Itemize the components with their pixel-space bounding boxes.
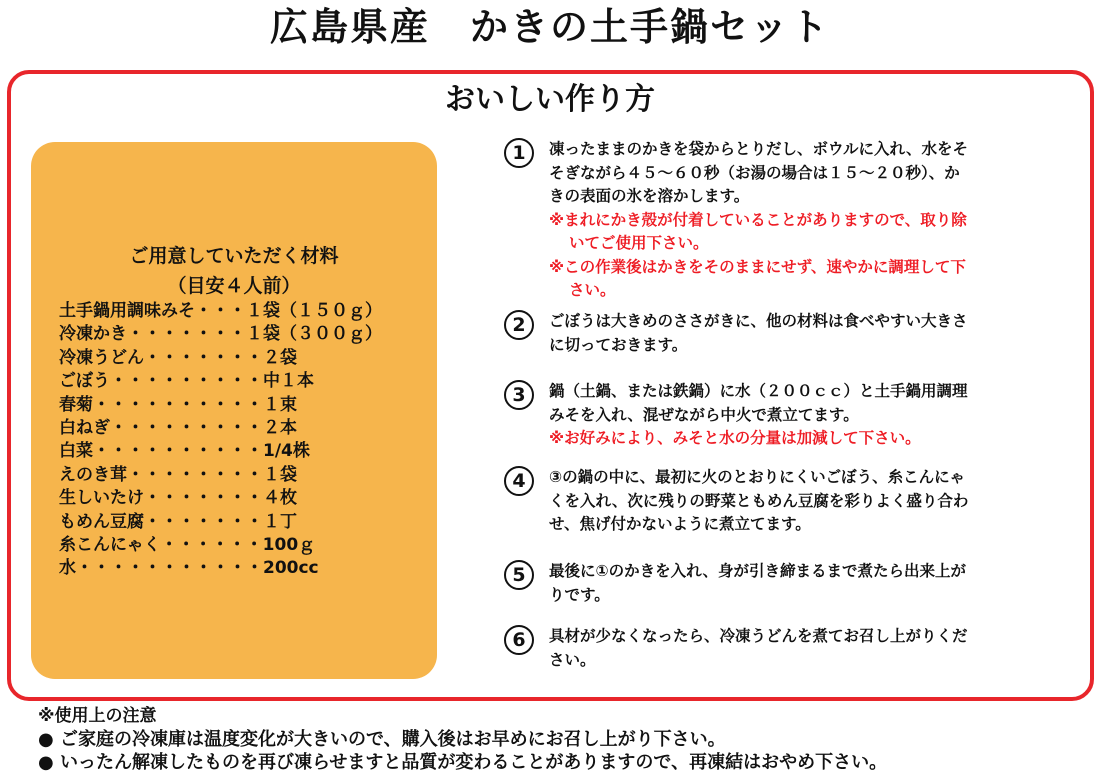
step-4: [504, 466, 1089, 537]
ingredient-item: 冷凍かき・・・・・・・１袋（３００ｇ）: [59, 324, 382, 345]
step-line: 鍋（土鍋、または鉄鍋）に水（２００ｃｃ）と土手鍋用調理: [549, 382, 968, 400]
step-text: [549, 310, 1089, 357]
step-line: 最後に①のかきを入れ、身が引き締まるまで煮たら出来上が: [549, 562, 967, 580]
step-line: りです。: [549, 585, 610, 604]
step-note: いてご使用下さい。: [569, 234, 709, 252]
recipe-subtitle: おいしい作り方: [445, 82, 655, 117]
step-line: に切っておきます。: [549, 335, 688, 354]
ingredients-list: [59, 300, 434, 581]
usage-notes: [38, 705, 1098, 774]
ingredient-item: 冷凍うどん・・・・・・・２袋: [59, 347, 297, 368]
step-5: [504, 560, 1089, 607]
ingredient-item: 白菜・・・・・・・・・・1/4株: [59, 441, 310, 462]
ingredient-item: もめん豆腐・・・・・・・１丁: [59, 511, 297, 532]
step-line: きの表面の氷を溶かします。: [549, 187, 750, 205]
usage-note-item: ● いったん解凍したものを再び凍らせますと品質が変わることがありますので、再凍結はおやめ下さい。: [38, 752, 888, 773]
step-note: ※お好みにより、みそと水の分量は加減して下さい。: [549, 429, 921, 447]
step-line: ③の鍋の中に、最初に火のとおりにくいごぼう、糸こんにゃ: [549, 468, 965, 486]
step-3: [504, 380, 1089, 451]
step-note: ※まれにかき殻が付着していることがありますので、取り除: [549, 210, 967, 229]
step-line: 具材が少なくなったら、冷凍うどんを煮てお召し上がりくだ: [549, 627, 968, 645]
step-text: [549, 466, 1089, 537]
step-6: [504, 625, 1089, 672]
page-title: 広島県産 かきの土手鍋セット: [269, 4, 830, 49]
step-line: くを入れ、次に残りの野菜ともめん豆腐を彩りよく盛り合わ: [549, 491, 969, 510]
ingredient-item: 春菊・・・・・・・・・・１束: [59, 394, 297, 415]
step-1: [504, 138, 1089, 303]
ingredient-item: 生しいたけ・・・・・・・４枚: [59, 488, 297, 509]
step-text: [549, 138, 1089, 303]
step-line: せ、焦げ付かないように煮立てます。: [549, 515, 811, 533]
step-line: みそを入れ、混ぜながら中火で煮立てます。: [549, 405, 859, 424]
step-number: 6: [504, 625, 534, 655]
step-number: 1: [504, 138, 534, 168]
step-number: 3: [504, 380, 534, 410]
step-2: [504, 310, 1089, 357]
step-note: ※この作業後はかきをそのままにせず、速やかに調理して下: [549, 257, 966, 276]
step-line: そぎながら４５～６０秒（お湯の場合は１５～２０秒）、か: [549, 163, 960, 182]
ingredient-item: 糸こんにゃく・・・・・・100ｇ: [59, 534, 316, 555]
step-number: 2: [504, 310, 534, 340]
step-number: 5: [504, 560, 534, 590]
step-line: 凍ったままのかきを袋からとりだし、ボウルに入れ、水をそ: [549, 140, 968, 158]
step-number: 4: [504, 466, 534, 496]
step-text: [549, 560, 1089, 607]
ingredient-item: 土手鍋用調味みそ・・・１袋（１５０ｇ）: [59, 301, 382, 321]
ingredients-servings: （目安４人前）: [167, 275, 301, 297]
step-line: ごぼうは大きめのささがきに、他の材料は食べやすい大きさ: [549, 312, 968, 330]
ingredient-item: 水・・・・・・・・・・・200cc: [59, 558, 319, 579]
usage-notes-heading: ※使用上の注意: [38, 706, 157, 726]
ingredient-item: えのき茸・・・・・・・・１袋: [59, 464, 297, 485]
ingredients-heading: ご用意していただく材料: [129, 245, 339, 267]
step-note: さい。: [569, 281, 616, 299]
step-text: [549, 625, 1089, 672]
step-line: さい。: [549, 650, 596, 669]
step-text: [549, 380, 1089, 451]
ingredient-item: ごぼう・・・・・・・・・中１本: [59, 371, 314, 392]
usage-note-item: ● ご家庭の冷凍庫は温度変化が大きいので、購入後はお早めにお召し上がり下さい。: [38, 729, 726, 750]
ingredient-item: 白ねぎ・・・・・・・・・２本: [59, 417, 297, 438]
